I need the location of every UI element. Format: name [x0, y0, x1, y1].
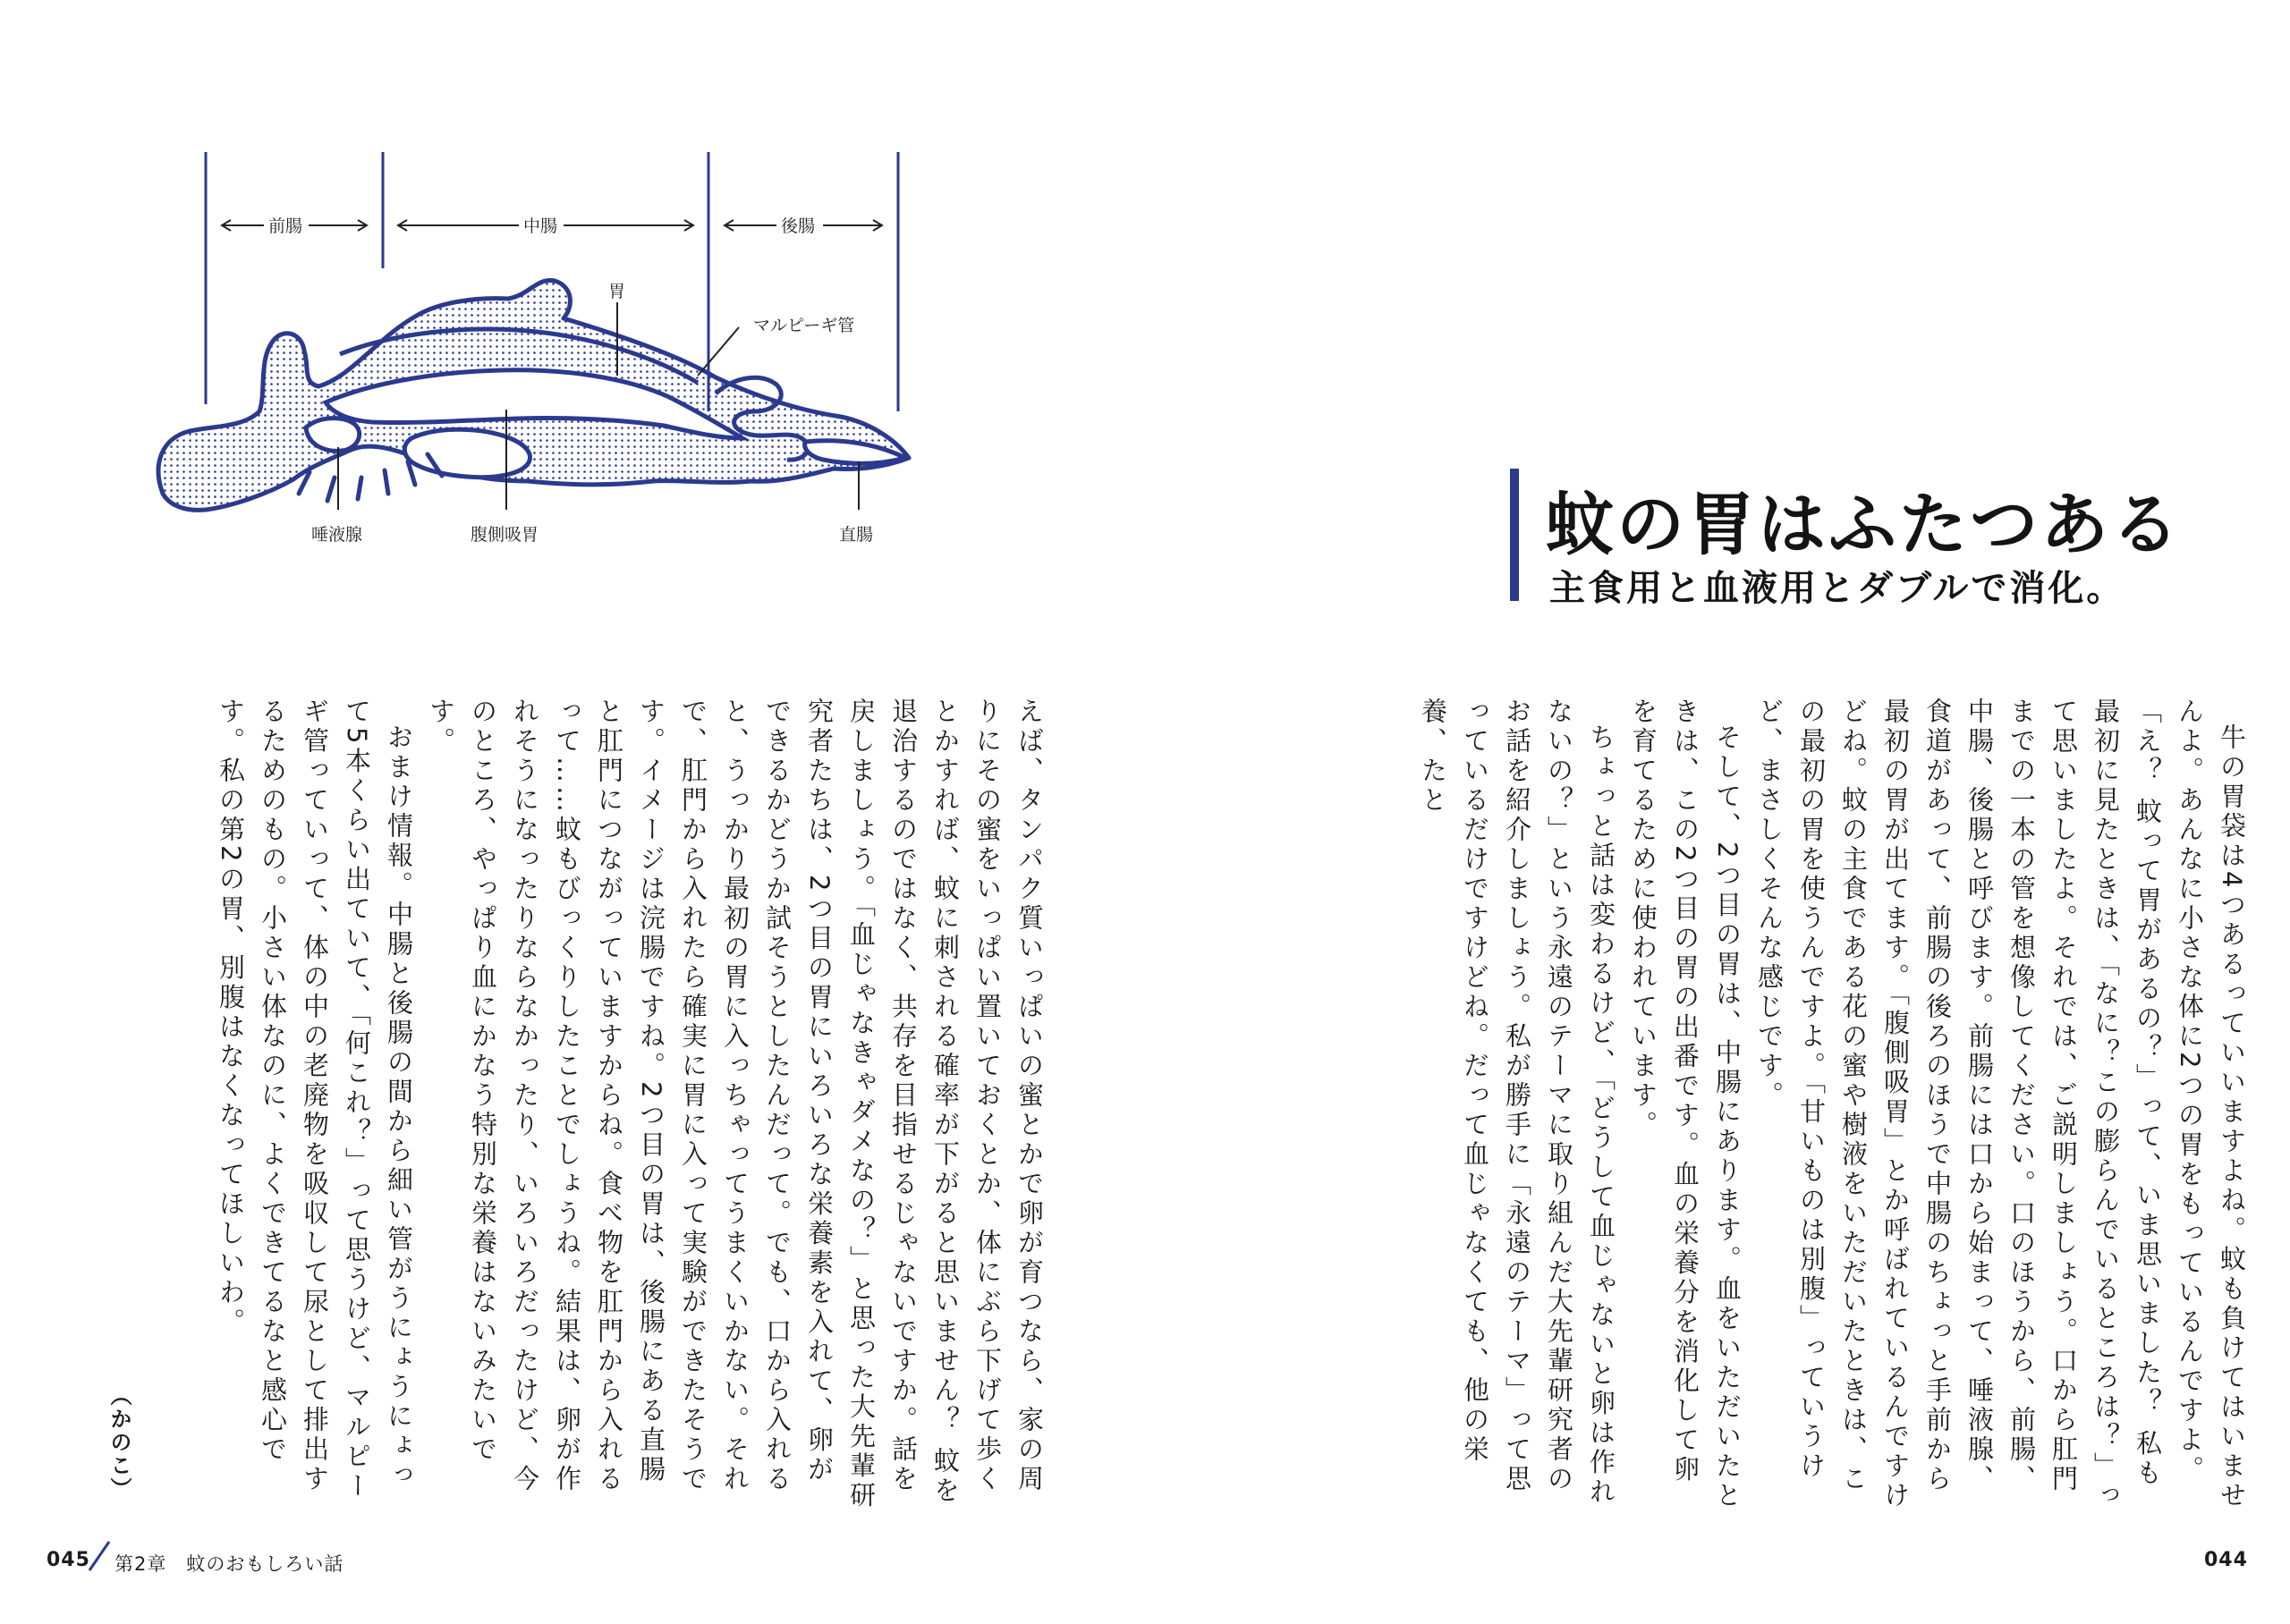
paragraph: 「え？ 蚊って胃があるの？」って、いま思いました？ 私も最初に見たときは、「なに？この膨らんでいるところは？」って思いましたよ。それでは、ご説明しましょう。口から肛門までの一本の管を想像してください。口のほうから、前腸、中腸、後腸と呼びます。前腸には口から始まって、唾液腺、食道があって、前腸の後ろのほうで中腸のちょっと手前から最初の胃が出てます。「腹側吸胃」とか呼ばれているんですけどね。蚊の主食である花の蜜や樹液をいただいたときは、この最初の胃を使うんですよ。「甘いものは別腹」っていうけど、まさしくそんな感じです。	[1754, 698, 2163, 1511]
label-salivary: 唾液腺	[311, 525, 363, 545]
page-title: 蚊の胃はふたつある	[1546, 485, 2182, 564]
paragraph: おまけ情報。中腸と後腸の間から細い管がうにょうにょって5本くらい出ていて、「何これ？」って思うけど、マルピーギ管っていって、体の中の老廃物を吸収して尿として排出するためのもの。小さい体なのに、よくできてるなと感心です。私の第2の胃、別腹はなくなってほしいわ。	[216, 698, 414, 1501]
paragraph: えば、タンパク質いっぱいの蜜とかで卵が育つなら、家の周りにその蜜をいっぱい置いておくとか、体にぶら下げて歩くとかすれば、蚊に刺される確率が下がると思いません？ 蚊を退治するのではなく、共存を目指せるじゃないですか。話を戻しましょう。「血じゃなきゃダメなの？」と思った大先輩研究者たちは、2つ目の胃にいろいろな栄養素を入れて、卵ができるかどうか試そうとしたんだって。でも、口から入れると、うっかり最初の胃に入っちゃってうまくいかない。それで、肛門から入れたら確実に胃に入って実験ができたそうです。イメージは浣腸ですね。2つ目の胃は、後腸にある直腸と肛門につながっていますからね。食べ物を肛門から入れるって……蚊もびっくりしたことでしょうね。結果は、卵が作れそうになったりならなかったり、いろいろだったけど、今のところ、やっぱり血にかなう特別な栄養はないみたいです。	[426, 698, 1045, 1511]
chapter-running-head: 第2章 蚊のおもしろい話	[114, 1553, 344, 1575]
author-signature: （かのこ）	[106, 1384, 131, 1501]
mosquito-gut-diagram	[143, 143, 930, 572]
label-ventral-stomach: 腹側吸胃	[471, 525, 539, 545]
salivary-gland	[306, 419, 360, 452]
page-number-right: 044	[2204, 1549, 2248, 1571]
page-subtitle: 主食用と血液用とダブルで消化。	[1549, 568, 2125, 609]
right-page-body	[1286, 698, 2252, 1511]
label-rectum: 直腸	[839, 525, 874, 545]
paragraph: ちょっと話は変わるけど、「どうして血じゃないと卵は作れないの？」という永遠のテーマに取り組んだ大先輩研究者のお話を紹介しましょう。私が勝手に「永遠のテーマ」って思っているだけですけどね。だって血じゃなくても、他の栄養、たと	[1418, 698, 1616, 1508]
folio-slash-mark	[86, 1540, 113, 1572]
paragraph: そして、2つ目の胃は、中腸にあります。血をいただいたときは、この2つ目の胃の出番です。血の栄養分を消化して卵を育てるために使われています。	[1628, 698, 1743, 1511]
label-midgut: 中腸	[523, 216, 558, 236]
page-number-left: 045	[47, 1549, 90, 1571]
label-hindgut: 後腸	[781, 216, 816, 236]
left-page-body	[82, 698, 1050, 1511]
heading-accent-bar	[1510, 469, 1519, 601]
ventral-stomach	[404, 429, 530, 477]
label-stomach: 胃	[608, 282, 626, 301]
label-malpighian: マルピーギ管	[753, 316, 855, 335]
paragraph: 牛の胃袋は4つあるっていいますよね。蚊も負けてはいませんよ。あんなに小さな体に2つの胃をもっているんですよ。	[2175, 698, 2247, 1511]
label-foregut: 前腸	[268, 216, 303, 236]
